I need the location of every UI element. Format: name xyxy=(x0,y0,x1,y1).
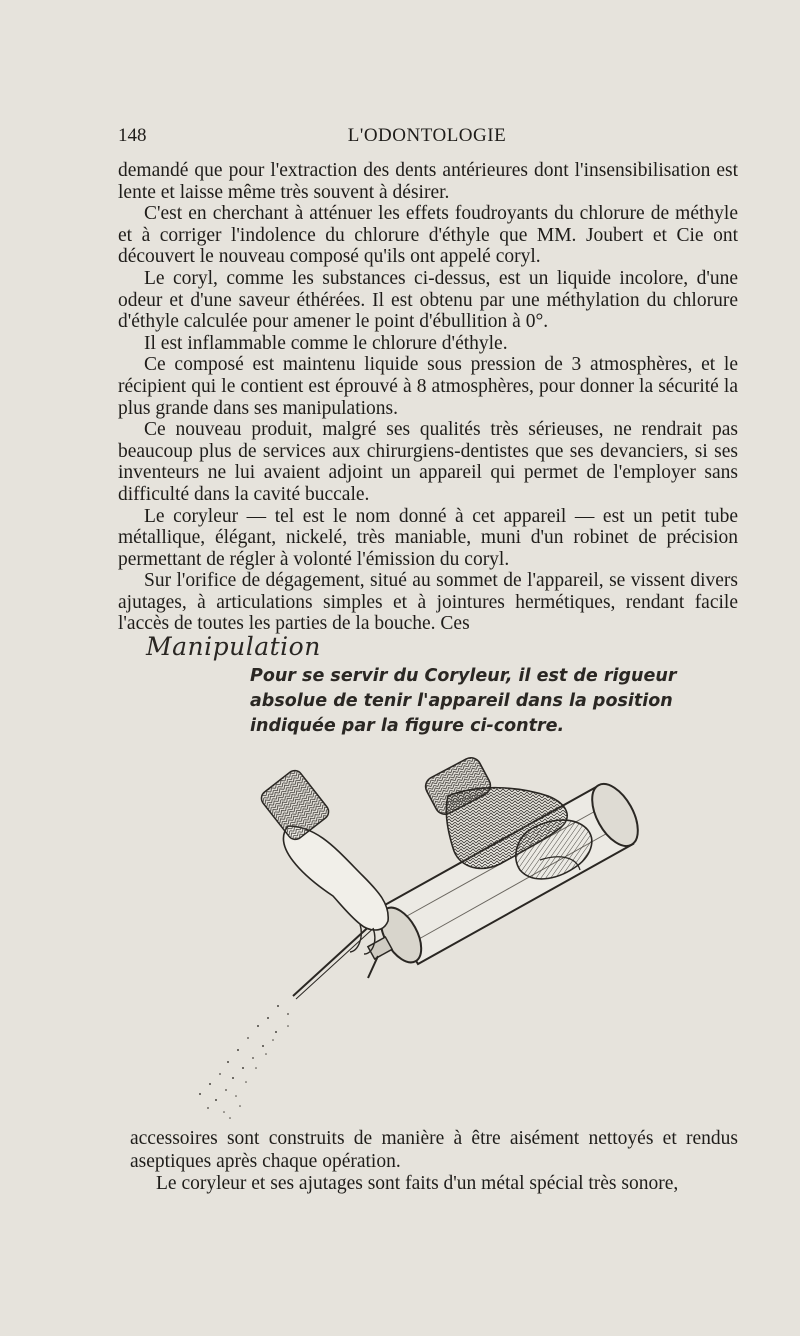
paragraph: Ce nouveau produit, malgré ses qualités très sérieuses, ne rendrait pas beaucoup plus de services aux chirurgiens-dentistes que ses devanciers, si ses inventeurs ne lui avaient adjoint un appareil qui permet de l'employer sans difficulté dans la cavité buccale. xyxy=(118,419,738,505)
figure-caption: Pour se servir du Coryleur, il est de rigueur absolue de tenir l'appareil dans la position indiquée par la figure ci-contre. xyxy=(250,666,677,736)
body-text-continued xyxy=(130,1128,738,1196)
figure-title: Manipulation xyxy=(146,632,321,661)
paragraph: accessoires sont construits de manière à être aisément nettoyés et rendus aseptiques après chaque opération. xyxy=(130,1128,738,1172)
paragraph: Le coryleur et ses ajutages sont faits d'un métal spécial très sonore, xyxy=(156,1173,679,1194)
paragraph: Sur l'orifice de dégagement, situé au sommet de l'appareil, se vissent divers ajutages, à articulations simples et à jointures hermétiques, rendant facile l'accès de toutes les parties de la bouche. Ces xyxy=(118,570,738,635)
paragraph: Il est inflammable comme le chlorure d'éthyle. xyxy=(144,332,508,354)
paragraph: demandé que pour l'extraction des dents antérieures dont l'insensibilisation est lente et laisse même très souvent à désirer. xyxy=(118,160,738,203)
figure-manipulation xyxy=(128,628,738,1133)
spray-mist xyxy=(199,1005,289,1119)
right-hand-illustration xyxy=(422,756,592,879)
coryleur-illustration xyxy=(128,756,738,1133)
paragraph: Le coryleur — tel est le nom donné à cet appareil — est un petit tube métallique, élégant, nickelé, très maniable, muni d'un robinet de précision permettant de régler à volonté l'émission du coryl. xyxy=(118,505,738,570)
paragraph: C'est en cherchant à atténuer les effets foudroyants du chlorure de méthyle et à corriger l'indolence du chlorure d'éthyle que MM. Joubert et Cie ont découvert le nouveau composé qu'ils ont appelé coryl. xyxy=(118,203,738,268)
left-hand-illustration xyxy=(258,767,388,954)
paragraph: Le coryl, comme les substances ci-dessus, est un liquide incolore, d'une odeur et d'une saveur éthérées. Il est obtenu par une méthylation du chlorure d'éthyle calculée pour amener le point d'ébullition à 0°. xyxy=(118,267,738,333)
running-title: L'ODONTOLOGIE xyxy=(347,125,507,146)
body-text xyxy=(118,160,738,635)
page-number: 148 xyxy=(118,125,147,146)
page-header xyxy=(118,125,736,147)
paragraph: Ce composé est maintenu liquide sous pression de 3 atmosphères, et le récipient qui le contient est éprouvé à 8 atmosphères, pour donner la sécurité la plus grande dans ses manipulations. xyxy=(118,354,738,419)
